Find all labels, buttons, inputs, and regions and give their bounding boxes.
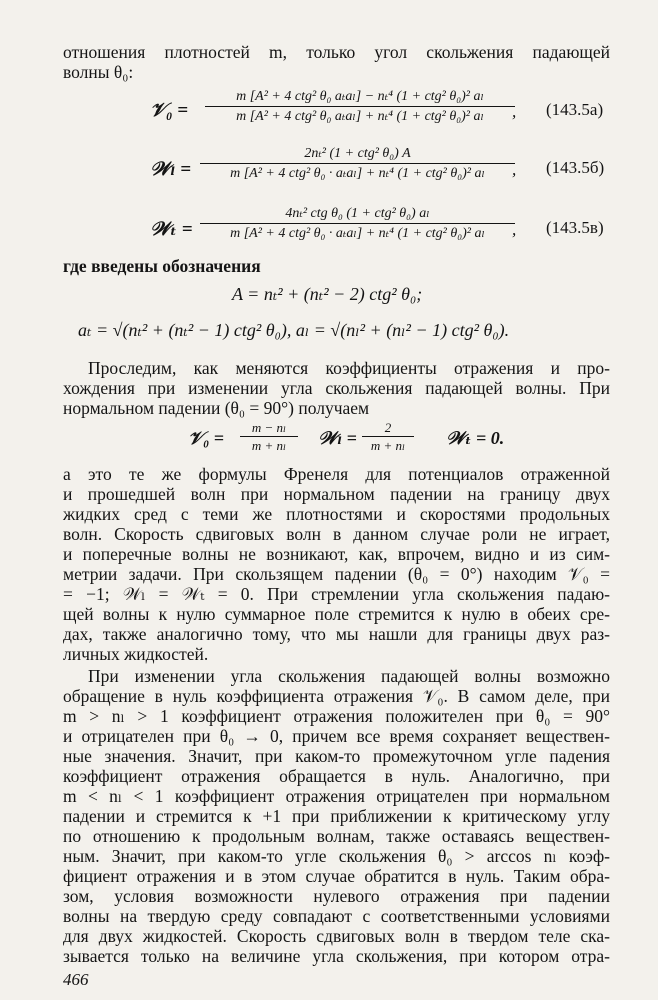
wt-equals-zero: 𝒲ₜ = 0. <box>446 428 505 448</box>
text-line: щей волны к нулю суммарное поле стремится к нулю в обеих сре- <box>63 604 610 624</box>
text-line: m < nₗ < 1 коэффициент отражения отрицателен при нормальном <box>63 786 610 806</box>
fraction-bar <box>240 436 298 437</box>
definitions-intro: где введены обозначения <box>63 256 261 276</box>
fraction-bar <box>200 223 515 224</box>
text-line: падении и стремится к +1 при приближении к критическому углу <box>63 806 610 826</box>
denominator: m + nₗ <box>251 438 287 453</box>
text-line: по отношению к продольным волнам, также оставаясь веществен- <box>63 826 610 846</box>
text-line: При изменении угла скольжения падающей волны возможно <box>88 666 610 686</box>
text-line: волн. Скорость сдвиговых волн в данном случае роли не играет, <box>63 524 610 544</box>
equation-comma: , <box>512 220 517 239</box>
equation-fraction <box>205 88 515 125</box>
text-line: дах, также аналогично тому, что мы нашли для границы двух раз- <box>63 624 610 644</box>
text-line: волны на твердую среду совпадают с соответственными условиями <box>63 906 610 926</box>
numerator: m − nₗ <box>251 420 287 435</box>
text-line: ные значения. Значит, при каком-то промежуточном угле падения <box>63 746 610 766</box>
equation-lhs: 𝒲ₜ = <box>150 219 193 240</box>
text-line: личных жидкостей. <box>63 644 209 664</box>
text-line: отношения плотностей m, только угол скольжения падающей <box>63 42 610 62</box>
text-line: ным. Значит, при каком-то угле скольжения θ₀ > arccos nₗ коэф- <box>63 846 610 866</box>
denominator: m [A² + 4 ctg² θ₀ · aₜaₗ] + nₜ⁴ (1 + ctg² θ₀)² aₗ <box>230 226 485 241</box>
text-line: и поперечные волны не возникают, как, впрочем, видно и из сим- <box>63 544 610 564</box>
text-line: Проследим, как меняются коэффициенты отражения и про- <box>88 358 610 378</box>
text-line: обращение в нуль коэффициента отражения 𝒱₀. В самом деле, при <box>63 686 610 706</box>
v0-lhs: 𝒱₀ = <box>188 428 225 448</box>
denominator: m [A² + 4 ctg² θ₀ aₜaₗ] + nₜ⁴ (1 + ctg² θ₀)² aₗ <box>236 109 484 124</box>
wl-fraction <box>362 420 414 453</box>
fraction-bar <box>205 106 515 107</box>
text-line: фициент отражения и в этом случае обратится в нуль. Таким обра- <box>63 866 610 886</box>
denominator: m [A² + 4 ctg² θ₀ · aₜaₗ] + nₜ⁴ (1 + ctg² θ₀)² aₗ <box>230 166 485 181</box>
v0-fraction <box>240 420 298 453</box>
text-line: зом, условия возможности нулевого отражения при падении <box>63 886 610 906</box>
text-line: и прошедшей волн при нормальном падении на границу двух <box>63 484 610 504</box>
fraction-bar <box>362 436 414 437</box>
text-line: волны θ₀: <box>63 62 134 82</box>
text-line: жидких сред с теми же плотностями и скоростями продольных <box>63 504 610 524</box>
text-line: = −1; 𝒲ₗ = 𝒲ₜ = 0. При стремлении угла скольжения падаю- <box>63 584 610 604</box>
text-line: m > nₗ > 1 коэффициент отражения положителен при θ₀ = 90° <box>63 706 610 726</box>
fraction-bar <box>200 163 515 164</box>
text-line: метрии задачи. При скользящем падении (θ₀ = 0°) находим 𝒱₀ = <box>63 564 610 584</box>
equation-number: (143.5в) <box>546 218 604 237</box>
denominator: m + nₗ <box>370 438 406 453</box>
text-line: и отрицателен при θ₀ → 0, причем все время сохраняет веществен- <box>63 726 610 746</box>
definition-a: aₜ = √(nₜ² + (nₜ² − 1) ctg² θ₀), aₗ = √(nₗ² + (nₗ² − 1) ctg² θ₀). <box>78 320 510 340</box>
numerator: 2nₜ² (1 + ctg² θ₀) A <box>304 146 411 161</box>
text-line: а это те же формулы Френеля для потенциалов отраженной <box>63 464 610 484</box>
equation-number: (143.5а) <box>546 100 604 119</box>
equation-comma: , <box>512 160 517 179</box>
definition-A: A = nₜ² + (nₜ² − 2) ctg² θ₀; <box>232 284 423 304</box>
numerator: m [A² + 4 ctg² θ₀ aₜaₗ] − nₜ⁴ (1 + ctg² θ₀)² aₗ <box>236 89 484 104</box>
equation-lhs: 𝒱₀ = <box>150 100 189 121</box>
text-line: коэффициент отражения обращается в нуль. Аналогично, при <box>63 766 610 786</box>
equation-comma: , <box>512 102 517 121</box>
page-number: 466 <box>63 970 89 989</box>
equation-number: (143.5б) <box>546 158 605 177</box>
numerator: 4nₜ² ctg θ₀ (1 + ctg² θ₀) aₗ <box>285 206 430 221</box>
equation-lhs: 𝒲ₗ = <box>150 159 192 180</box>
equation-fraction <box>200 205 515 242</box>
numerator: 2 <box>384 420 392 435</box>
text-line: для двух жидкостей. Скорость сдвиговых волн в твердом теле ска- <box>63 926 610 946</box>
text-line: хождения при изменении угла скольжения падающей волны. При <box>63 378 610 398</box>
wl-lhs: 𝒲ₗ = <box>318 428 357 448</box>
text-line: нормальном падении (θ₀ = 90°) получаем <box>63 398 370 418</box>
text-line: зывается только на величине угла скольжения, при котором отра- <box>63 946 610 966</box>
equation-fraction <box>200 145 515 182</box>
